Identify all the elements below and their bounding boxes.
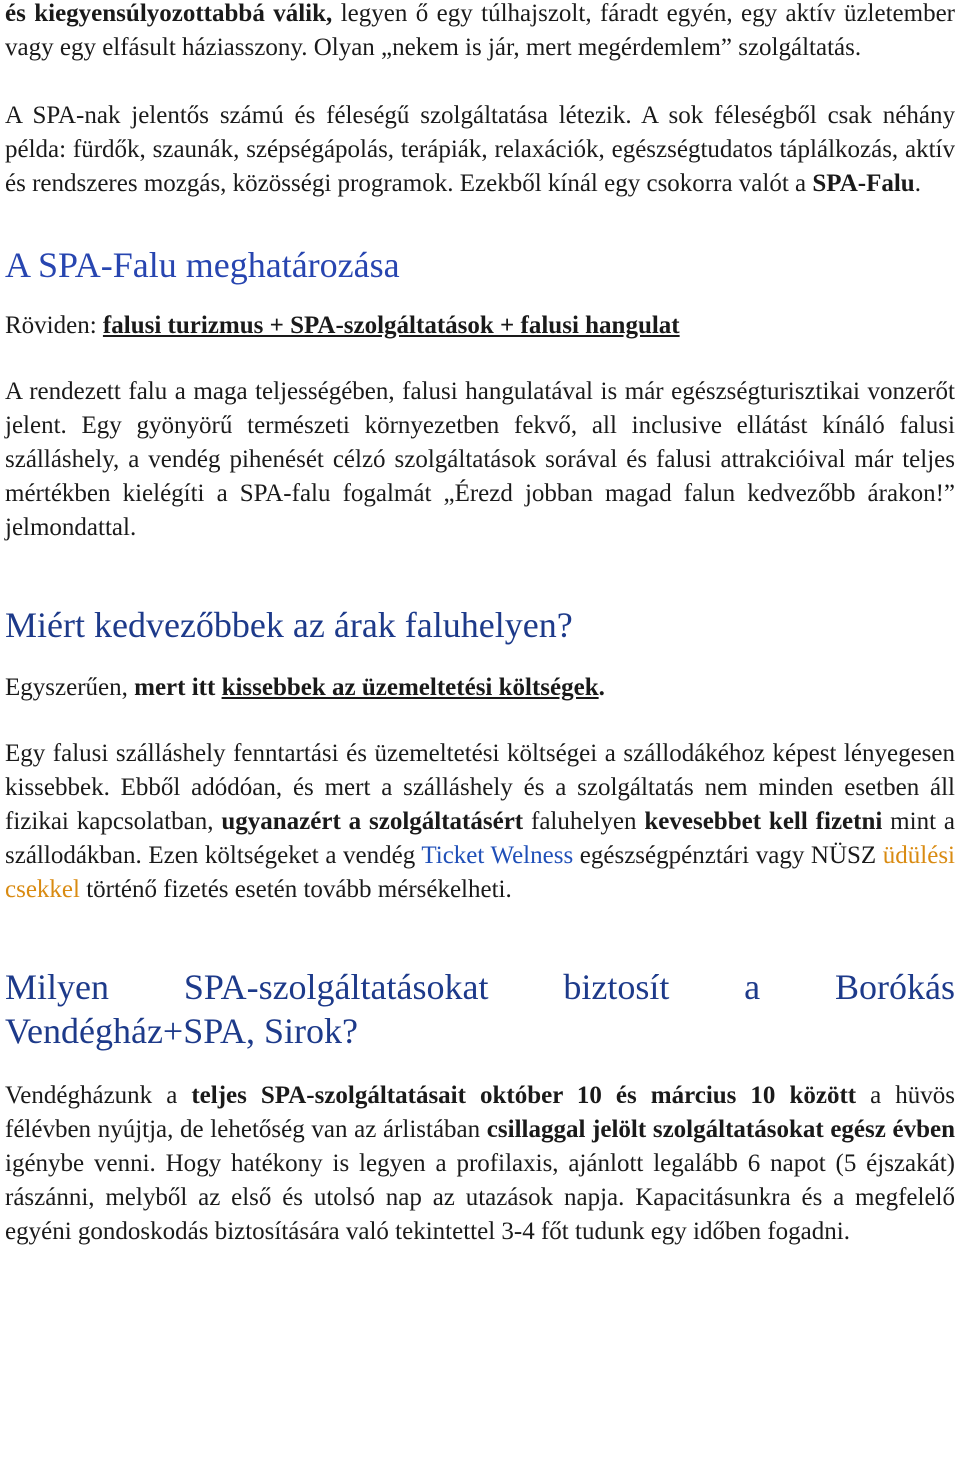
- heading-why-cheaper: Miért kedvezőbbek az árak faluhelyen?: [5, 605, 573, 645]
- costs-text-2: faluhelyen: [523, 808, 645, 835]
- services-paragraph: [5, 1079, 955, 1249]
- spa-services-paragraph: [5, 99, 955, 201]
- village-paragraph: A rendezett falu a maga teljességében, falusi hangulatával is már egészségturisztikai vonzerőt jelent. Egy gyönyörű természeti környezetben fekvő, all inclusive ellátást kínáló falusi szálláshely, a vendég pihenését célzó szolgáltatások sorával és falusi attrakcióival már teljes mértékben kielégíti a SPA-falu fogalmát „Érezd jobban magad falun kedvezőbb árakon!” jelmondattal.: [5, 378, 955, 541]
- costs-text-4: egészségpénztári vagy NÜSZ: [573, 842, 883, 869]
- summary-label: Röviden:: [5, 312, 103, 339]
- heading-line-2: Vendégház+SPA, Sirok?: [5, 1011, 358, 1051]
- heading-spa-falu-definition: A SPA-Falu meghatározása: [5, 245, 400, 285]
- intro-paragraph: [5, 0, 955, 65]
- costs-bold-1: ugyanazért a szolgáltatásért: [221, 808, 524, 835]
- intro-bold: és kiegyensúlyozottabbá válik,: [5, 0, 333, 27]
- reason-bold: mert itt: [134, 674, 222, 701]
- reason-period: .: [598, 674, 605, 701]
- spa-services-text: A SPA-nak jelentős számú és féleségű szolgáltatása létezik. A sok féleségből csak néhány példa: fürdők, szaunák, szépségápolás, terápiák, relaxációk, egészségtudatos táplálkozás, aktív és rendszeres mozgás, közösségi programok. Ezekből kínál egy csokorra valót a: [5, 102, 955, 197]
- costs-text-1: Egy falusi szálláshely fenntartási és üzemeltetési költségei a szállodákéhoz képest lényegesen kissebbek. Ebből adódóan, és mert a szálláshely és a szolgáltatás nem minden esetben áll fizikai kapcsolatban,: [5, 740, 955, 835]
- reason-underlined: kissebbek az üzemeltetési költségek: [221, 674, 599, 701]
- services-bold-2: csillaggal jelölt szolgáltatásokat egész évben: [486, 1116, 955, 1143]
- spa-falu-bold: SPA-Falu: [812, 170, 915, 197]
- costs-text-3: mint a szállodákban. Ezen költségeket a vendég: [5, 808, 955, 869]
- heading-line-1: Milyen SPA-szolgáltatásokat biztosít a Borókás: [5, 967, 955, 1007]
- reason-line: [5, 671, 955, 705]
- intro-text: legyen ő egy túlhajszolt, fáradt egyén, egy aktív üzletember vagy egy elfásult háziasszony. Olyan „nekem is jár, mert megérdemlem” szolgáltatás.: [5, 0, 955, 61]
- services-bold-1: teljes SPA-szolgáltatásait október 10 és március 10 között: [191, 1082, 857, 1109]
- heading-spa-services-sirok: [5, 965, 955, 1053]
- services-text-2: a hüvös félévben nyújtja, de lehetőség van az árlistában: [5, 1082, 956, 1143]
- costs-text-5: történő fizetés esetén tovább mérsékelheti.: [79, 876, 512, 903]
- costs-paragraph: [5, 737, 955, 907]
- reason-label: Egyszerűen,: [5, 674, 135, 701]
- udulesi-csekk-link[interactable]: üdülési csekkel: [5, 842, 955, 903]
- services-text-3: igénybe venni. Hogy hatékony is legyen a profilaxis, ajánlott legalább 6 napot (5 éjszakát) rászánni, melyből az első és utolsó nap az utazások napja. Kapacitásunkra és a megfelelő egyéni gondoskodás biztosítására való tekintettel 3-4 főt tudunk egy időben fogadni.: [5, 1150, 955, 1245]
- period: .: [914, 170, 921, 197]
- summary-line: [5, 309, 955, 343]
- ticket-welness-link[interactable]: Ticket Welness: [421, 842, 574, 869]
- summary-formula: falusi turizmus + SPA-szolgáltatások + falusi hangulat: [102, 312, 680, 339]
- costs-bold-2: kevesebbet kell fizetni: [644, 808, 883, 835]
- services-text-1: Vendégházunk a: [5, 1082, 192, 1109]
